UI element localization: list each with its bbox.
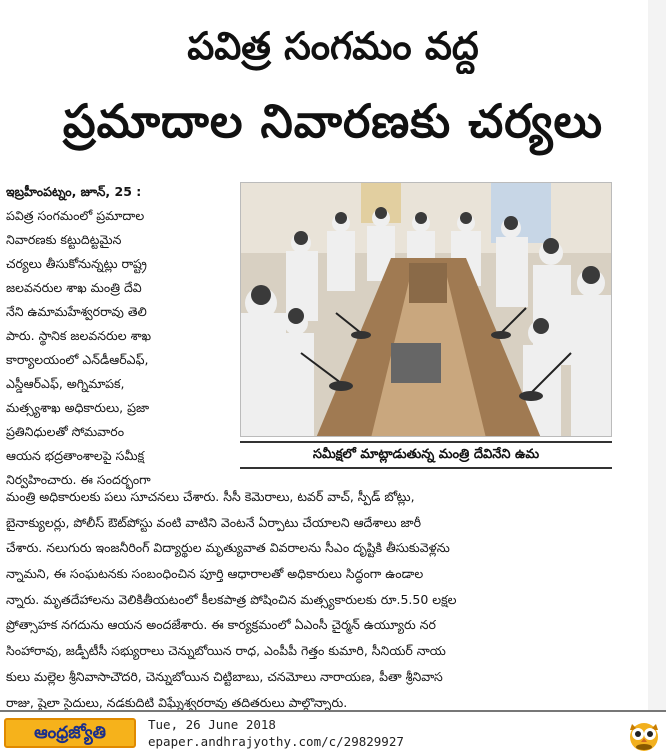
andhrajyothy-logo[interactable]: ఆంధ్రజ్యోతి — [4, 718, 136, 748]
body-line: రాజు, షైలా సైదులు, నడకుదిటి విఘ్నేశ్వరరావు తదితరులు పాల్గొన్నారు. — [6, 694, 348, 710]
body-line: కులు మల్లెల శ్రీనివాసాచౌదరి, చెన్నుబోయిన చిట్టిబాబు, చనమోలు నారాయణ, పీతా శ్రీనివాస — [6, 668, 443, 684]
footer-meta — [148, 716, 404, 750]
body-line: ఎస్డీఆర్‌ఎఫ్‌, అగ్నిమాపక, — [6, 376, 125, 391]
meeting-photo — [240, 182, 612, 437]
body-line: సింహారావు, జడ్పీటీసీ సభ్యురాలు చెన్నుబోయిన రాధ, ఎంపీపీ గెత్తం కుమారి, సీనియర్‌ నాయ — [6, 643, 446, 659]
headline-line-1: పవిత్ర సంగమం వద్ద — [187, 24, 479, 68]
body-line: జలవనరుల శాఖ మంత్రి దేవి — [6, 280, 142, 295]
headline-line-2: ప్రమాదాల నివారణకు చర్యలు — [62, 94, 604, 148]
body-line: చేశారు. నలుగురు ఇంజనీరింగ్‌ విద్యార్థుల మృత్యువాత వివరాలను సీఎం దృష్టికి తీసుకువెళ్లను — [6, 540, 450, 556]
footer — [0, 712, 666, 754]
body-line: పారు. స్థానిక జలవనరుల శాఖ — [6, 328, 152, 343]
body-line: చర్యలు తీసుకోనున్నట్లు రాష్ట్ర — [6, 256, 147, 271]
body-line: నేని ఉమామహేశ్వరరావు తెలి — [6, 304, 147, 319]
body-line: కార్యాలయంలో ఎన్‌డీఆర్‌ఎఫ్‌, — [6, 352, 149, 367]
meeting-photo-illustration — [241, 183, 612, 437]
body-line: పవిత్ర సంగమంలో ప్రమాదాల — [6, 208, 145, 223]
dateline: ఇబ్రహీంపట్నం, జూన్‌, 25 : — [6, 184, 142, 199]
body-line: ప్రోత్సాహక నగదును ఆయన అందజేశారు. ఈ కార్యక్రమంలో ఏఎంసీ చైర్మన్‌ ఉయ్యూరు నర — [6, 617, 436, 633]
owl-icon — [626, 716, 662, 752]
epaper-url[interactable]: epaper.andhrajyothy.com/c/29829927 — [148, 734, 404, 749]
body-line: మత్స్యశాఖ అధికారులు, ప్రజా — [6, 400, 150, 415]
body-line: ప్రతినిధులతో సోమవారం — [6, 424, 125, 439]
article-full-width-text — [6, 484, 618, 715]
article-left-column — [6, 180, 234, 492]
body-line: నిర్వహించారు. ఈ సందర్భంగా — [6, 472, 151, 487]
body-line: నివారణకు కట్టుదిట్టమైన — [6, 232, 122, 247]
edition-date: Tue, 26 June 2018 — [148, 717, 276, 732]
photo-caption: సమీక్షలో మాట్లాడుతున్న మంత్రి దేవినేని ఉమ — [240, 441, 612, 469]
body-line: మంత్రి అధికారులకు పలు సూచనలు చేశారు. సీసీ కెమెరాలు, టవర్‌ వాచ్‌, స్పీడ్‌ బోట్లు, — [6, 489, 415, 504]
body-line: న్నారు. మృతదేహాలను వెలికితీయటంలో కీలకపాత్ర పోషించిన మత్స్యకారులకు రూ.5.50 లక్షల — [6, 591, 457, 607]
body-line: న్నామని, ఈ సంఘటనకు సంబంధించిన పూర్తి ఆధారాలతో అధికారులు సిద్ధంగా ఉండాల — [6, 566, 424, 582]
body-line: ఆయన భద్రతాంశాలపై సమీక్ష — [6, 448, 145, 463]
body-line: బైనాక్యులర్లు, పోలీస్‌ ఔట్‌పోస్టు వంటి వాటిని వెంటనే ఏర్పాటు చేయాలని ఆదేశాలు జారీ — [6, 514, 422, 530]
